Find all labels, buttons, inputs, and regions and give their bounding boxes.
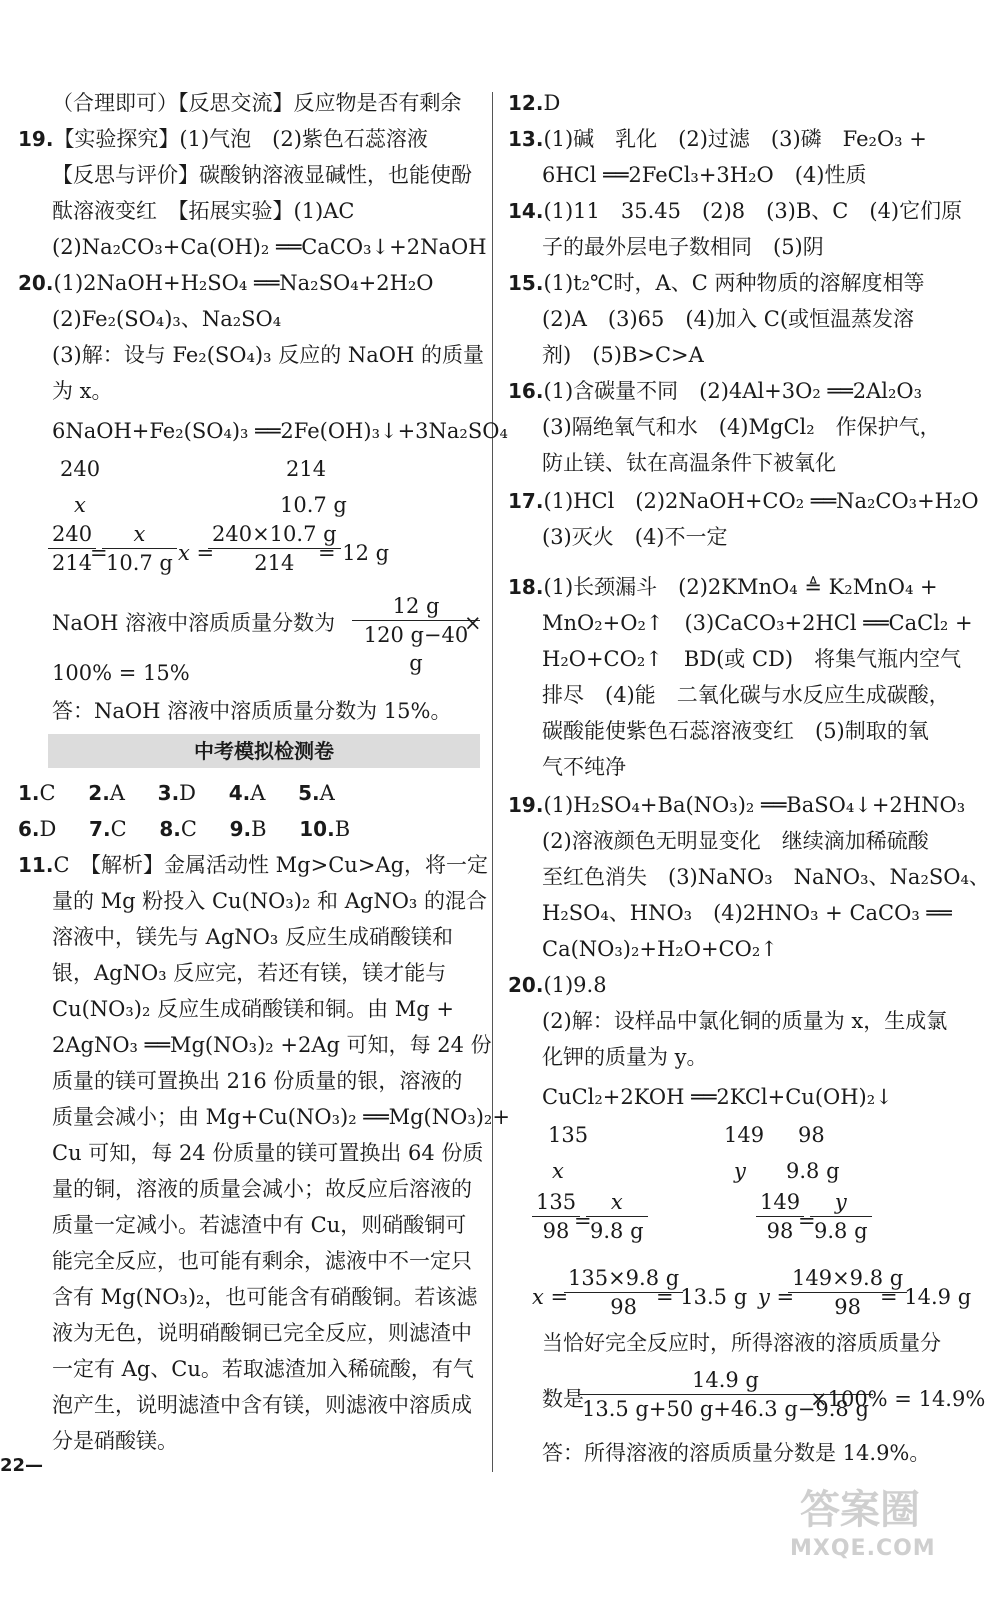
mass-value: 135 — [548, 1123, 589, 1147]
text-line: 溶液中，镁先与 AgNO₃ 反应生成硝酸镁和 — [52, 925, 453, 949]
text-line: Cu(NO₃)₂ 反应生成硝酸镁和铜。由 Mg + — [52, 997, 454, 1021]
result: ×100% = 14.9% — [810, 1387, 986, 1411]
answer-line: H₂O+CO₂↑ BD(或 CD) 将集气瓶内空气 — [542, 647, 962, 671]
question-number: 12. — [508, 91, 544, 115]
fraction — [756, 1188, 804, 1245]
result: = 12 g — [318, 541, 390, 565]
answer: C — [39, 781, 56, 805]
numerator: 240×10.7 g — [208, 520, 341, 549]
answer: B — [334, 817, 351, 841]
text-line: 当恰好完全反应时，所得溶液的溶质质量分 — [542, 1331, 941, 1355]
mass-value: 9.8 g — [786, 1159, 840, 1183]
question-number: 18. — [508, 575, 544, 599]
line-text: (1)碱 乳化 (2)过滤 (3)磷 Fe₂O₃ + — [543, 127, 927, 151]
mass-value: 240 — [60, 457, 101, 481]
answer: A — [319, 781, 335, 805]
answer: D — [39, 817, 57, 841]
answer: A — [109, 781, 125, 805]
answer: B — [251, 817, 267, 841]
text-line: （合理即可）【反思交流】反应物是否有剩余 — [52, 91, 462, 115]
line-text: (1)含碳量不同 (2)4Al+3O₂ ══2Al₂O₃ — [543, 379, 923, 403]
answer-line: 剂) (5)B>C>A — [542, 343, 704, 367]
watermark-url: MXQE.COM — [790, 1536, 936, 1561]
answer-line — [508, 196, 962, 226]
text-line: 能完全反应，也可能有剩余，滤液中不一定只 — [52, 1249, 472, 1273]
text-line: 量的铜，溶液的质量会减小；故反应后溶液的 — [52, 1177, 472, 1201]
denominator: 10.7 g — [106, 551, 173, 575]
watermark-text: 答案圈 — [800, 1487, 920, 1533]
denominator: 9.8 g — [590, 1219, 644, 1243]
section-header: 中考模拟检测卷 — [48, 734, 480, 768]
denominator: 98 — [766, 1219, 794, 1243]
text-line: 【实验探究】(1)气泡 (2)紫色石蕊溶液 — [53, 127, 428, 151]
text-line: 泡产生，说明滤渣中含有镁，则滤液中溶质成 — [52, 1393, 472, 1417]
mc-row — [18, 778, 335, 808]
text-line: 液为无色，说明硝酸铜已完全反应，则滤渣中 — [52, 1321, 472, 1345]
answer-line — [508, 88, 560, 118]
denominator: 9.8 g — [814, 1219, 868, 1243]
x-label: x = — [178, 541, 215, 565]
line-text: D — [543, 91, 561, 115]
question-number: 15. — [508, 271, 544, 295]
numerator: 14.9 g — [578, 1366, 873, 1395]
answer-line: 气不纯净 — [542, 755, 626, 779]
text-line: 分是硝酸镁。 — [52, 1429, 178, 1453]
fraction — [532, 1188, 580, 1245]
text-line: 质量的镁可置换出 216 份质量的银，溶液的 — [52, 1069, 463, 1093]
numerator: 135 — [532, 1188, 580, 1217]
result: = 14.9 g — [880, 1285, 972, 1309]
question-number: 1. — [18, 781, 40, 805]
equals-sign: = — [90, 541, 108, 565]
question-number: 6. — [18, 817, 40, 841]
equation-line: CuCl₂+2KOH ══2KCl+Cu(OH)₂↓ — [542, 1085, 893, 1109]
answer-line: 6HCl ══2FeCl₃+3H₂O (4)性质 — [542, 163, 867, 187]
answer-line: 碳酸能使紫色石蕊溶液变红 (5)制取的氧 — [542, 719, 929, 743]
line-text: (1)H₂SO₄+Ba(NO₃)₂ ══BaSO₄↓+2HNO₃ — [543, 793, 966, 817]
question-number: 8. — [159, 817, 181, 841]
numerator: 149 — [756, 1188, 804, 1217]
column-divider — [492, 92, 493, 1472]
text-line: 质量会减小；由 Mg+Cu(NO₃)₂ ══Mg(NO₃)₂+ — [52, 1105, 510, 1129]
text-line: 酞溶液变红 【拓展实验】(1)AC — [52, 199, 355, 223]
fraction — [48, 520, 96, 577]
answer-line: 防止镁、钛在高温条件下被氧化 — [542, 451, 836, 475]
equals-sign: = — [574, 1209, 592, 1233]
answer-line: 子的最外层电子数相同 (5)阴 — [542, 235, 824, 259]
y-label: y = — [758, 1285, 795, 1309]
text-line: 【反思与评价】碳酸钠溶液显碱性，也能使酚 — [52, 163, 472, 187]
numerator: 149×9.8 g — [788, 1264, 907, 1293]
question-number: 7. — [89, 817, 111, 841]
line-text: (1)t₂℃时，A、C 两种物质的溶解度相等 — [543, 271, 925, 295]
numerator: x — [586, 1188, 648, 1217]
answer: C — [110, 817, 127, 841]
text-line: Cu 可知，每 24 份质量的镁可置换出 64 份质 — [52, 1141, 484, 1165]
answer-line: MnO₂+O₂↑ (3)CaCO₃+2HCl ══CaCl₂ + — [542, 611, 973, 635]
fraction — [352, 592, 480, 677]
numerator: x — [102, 520, 177, 549]
question-number: 20. — [18, 271, 54, 295]
variable: x — [552, 1159, 564, 1183]
equals-sign: = — [798, 1209, 816, 1233]
text-line: 2AgNO₃ ══Mg(NO₃)₂ +2Ag 可知，每 24 份 — [52, 1033, 492, 1057]
answer-line: Ca(NO₃)₂+H₂O+CO₂↑ — [542, 937, 778, 961]
question-11 — [18, 850, 488, 880]
answer-line: (2)A (3)65 (4)加入 C(或恒温蒸发溶 — [542, 307, 915, 331]
answer: A — [250, 781, 266, 805]
question-number: 19. — [508, 793, 544, 817]
mass-value: 214 — [286, 457, 327, 481]
denominator: 214 — [254, 551, 295, 575]
equation-line: (1)2NaOH+H₂SO₄ ══Na₂SO₄+2H₂O — [53, 271, 434, 295]
answer-line — [508, 486, 979, 516]
variable: x — [74, 493, 86, 517]
numerator: 135×9.8 g — [564, 1264, 683, 1293]
question-number: 19. — [18, 127, 54, 151]
text-line: C 【解析】金属活动性 Mg>Cu>Ag，将一定 — [53, 853, 489, 877]
equation-line: 6NaOH+Fe₂(SO₄)₃ ══2Fe(OH)₃↓+3Na₂SO₄ — [52, 419, 508, 443]
question-number: 5. — [298, 781, 320, 805]
answer: D — [179, 781, 197, 805]
line-text: (1)长颈漏斗 (2)2KMnO₄ ≜ K₂MnO₄ + — [543, 575, 938, 599]
text-line: 100% = 15% — [52, 661, 190, 685]
variable: y — [734, 1159, 746, 1183]
question-number: 17. — [508, 489, 544, 513]
denominator: 13.5 g+50 g+46.3 g−9.8 g — [582, 1397, 869, 1421]
answer-line: 至红色消失 (3)NaNO₃ NaNO₃、Na₂SO₄、 — [542, 865, 990, 889]
answer-line — [508, 970, 607, 1000]
text-line: 为 x。 — [52, 379, 113, 403]
answer-line — [508, 572, 938, 602]
answer: C — [180, 817, 197, 841]
text-line: (2)Fe₂(SO₄)₃、Na₂SO₄ — [52, 307, 282, 331]
mass-value: 98 — [798, 1123, 825, 1147]
fraction — [586, 1188, 648, 1245]
line-text: (1)9.8 — [543, 973, 607, 997]
text-line: 一定有 Ag、Cu。若取滤渣加入稀硫酸，有气 — [52, 1357, 474, 1381]
answer-line — [508, 124, 927, 154]
line-text: (1)11 35.45 (2)8 (3)B、C (4)它们原 — [543, 199, 963, 223]
text-line: (3)解：设与 Fe₂(SO₄)₃ 反应的 NaOH 的质量 — [52, 343, 484, 367]
question-number: 2. — [88, 781, 110, 805]
question-number: 11. — [18, 853, 54, 877]
question-number: 3. — [157, 781, 180, 805]
mass-value: 149 — [724, 1123, 765, 1147]
text-line: 银，AgNO₃ 反应完，若还有镁，镁才能与 — [52, 961, 447, 985]
text-line: 量的 Mg 粉投入 Cu(NO₃)₂ 和 AgNO₃ 的混合 — [52, 889, 488, 913]
question-19 — [18, 124, 428, 154]
numerator: y — [810, 1188, 872, 1217]
answer-line: 排尽 (4)能 二氧化碳与水反应生成碳酸， — [542, 683, 950, 707]
text-line: NaOH 溶液中溶质质量分数为 — [52, 611, 336, 635]
denominator: 98 — [542, 1219, 570, 1243]
question-number: 16. — [508, 379, 544, 403]
denominator: 98 — [610, 1295, 637, 1319]
question-number: 13. — [508, 127, 544, 151]
answer-line — [508, 790, 965, 820]
answer-line: (2)解：设样品中氯化铜的质量为 x，生成氯 — [542, 1009, 948, 1033]
answer-line: (3)灭火 (4)不一定 — [542, 525, 728, 549]
question-number: 9. — [229, 817, 252, 841]
line-text: (1)HCl (2)2NaOH+CO₂ ══Na₂CO₃+H₂O — [543, 489, 979, 513]
x-label: x = — [532, 1285, 569, 1309]
page-number: 22— — [0, 1455, 44, 1476]
text-line: 质量一定减小。若滤渣中有 Cu，则硝酸铜可 — [52, 1213, 467, 1237]
mass-value: 10.7 g — [280, 493, 347, 517]
question-number: 10. — [299, 817, 335, 841]
answer-line — [508, 376, 922, 406]
result: = 13.5 g — [656, 1285, 748, 1309]
watermark-logo — [780, 1478, 970, 1578]
answer-line: 答：NaOH 溶液中溶质质量分数为 15%。 — [52, 699, 452, 723]
numerator: 240 — [48, 520, 96, 549]
times-sign: × — [464, 611, 482, 635]
answer-line — [508, 268, 924, 298]
denominator: 214 — [52, 551, 93, 575]
answer-line: (2)溶液颜色无明显变化 继续滴加稀硫酸 — [542, 829, 929, 853]
text-line: 数是 — [542, 1387, 584, 1411]
fraction — [810, 1188, 872, 1245]
question-number: 14. — [508, 199, 544, 223]
denominator: 120 g−40 g — [363, 623, 469, 675]
answer-line: (3)隔绝氧气和水 (4)MgCl₂ 作保护气， — [542, 415, 941, 439]
numerator: 12 g — [352, 592, 480, 621]
text-line: 含有 Mg(NO₃)₂，也可能含有硝酸铜。若该滤 — [52, 1285, 478, 1309]
question-20 — [18, 268, 434, 298]
answer-line: 化钾的质量为 y。 — [542, 1045, 708, 1069]
answer-line: H₂SO₄、HNO₃ (4)2HNO₃ + CaCO₃ ══ — [542, 901, 952, 925]
denominator: 98 — [834, 1295, 861, 1319]
equation-line: (2)Na₂CO₃+Ca(OH)₂ ══CaCO₃↓+2NaOH — [52, 235, 487, 259]
fraction — [102, 520, 177, 577]
question-number: 20. — [508, 973, 544, 997]
mc-row — [18, 814, 350, 844]
answer-line: 答：所得溶液的溶质质量分数是 14.9%。 — [542, 1441, 931, 1465]
question-number: 4. — [228, 781, 251, 805]
